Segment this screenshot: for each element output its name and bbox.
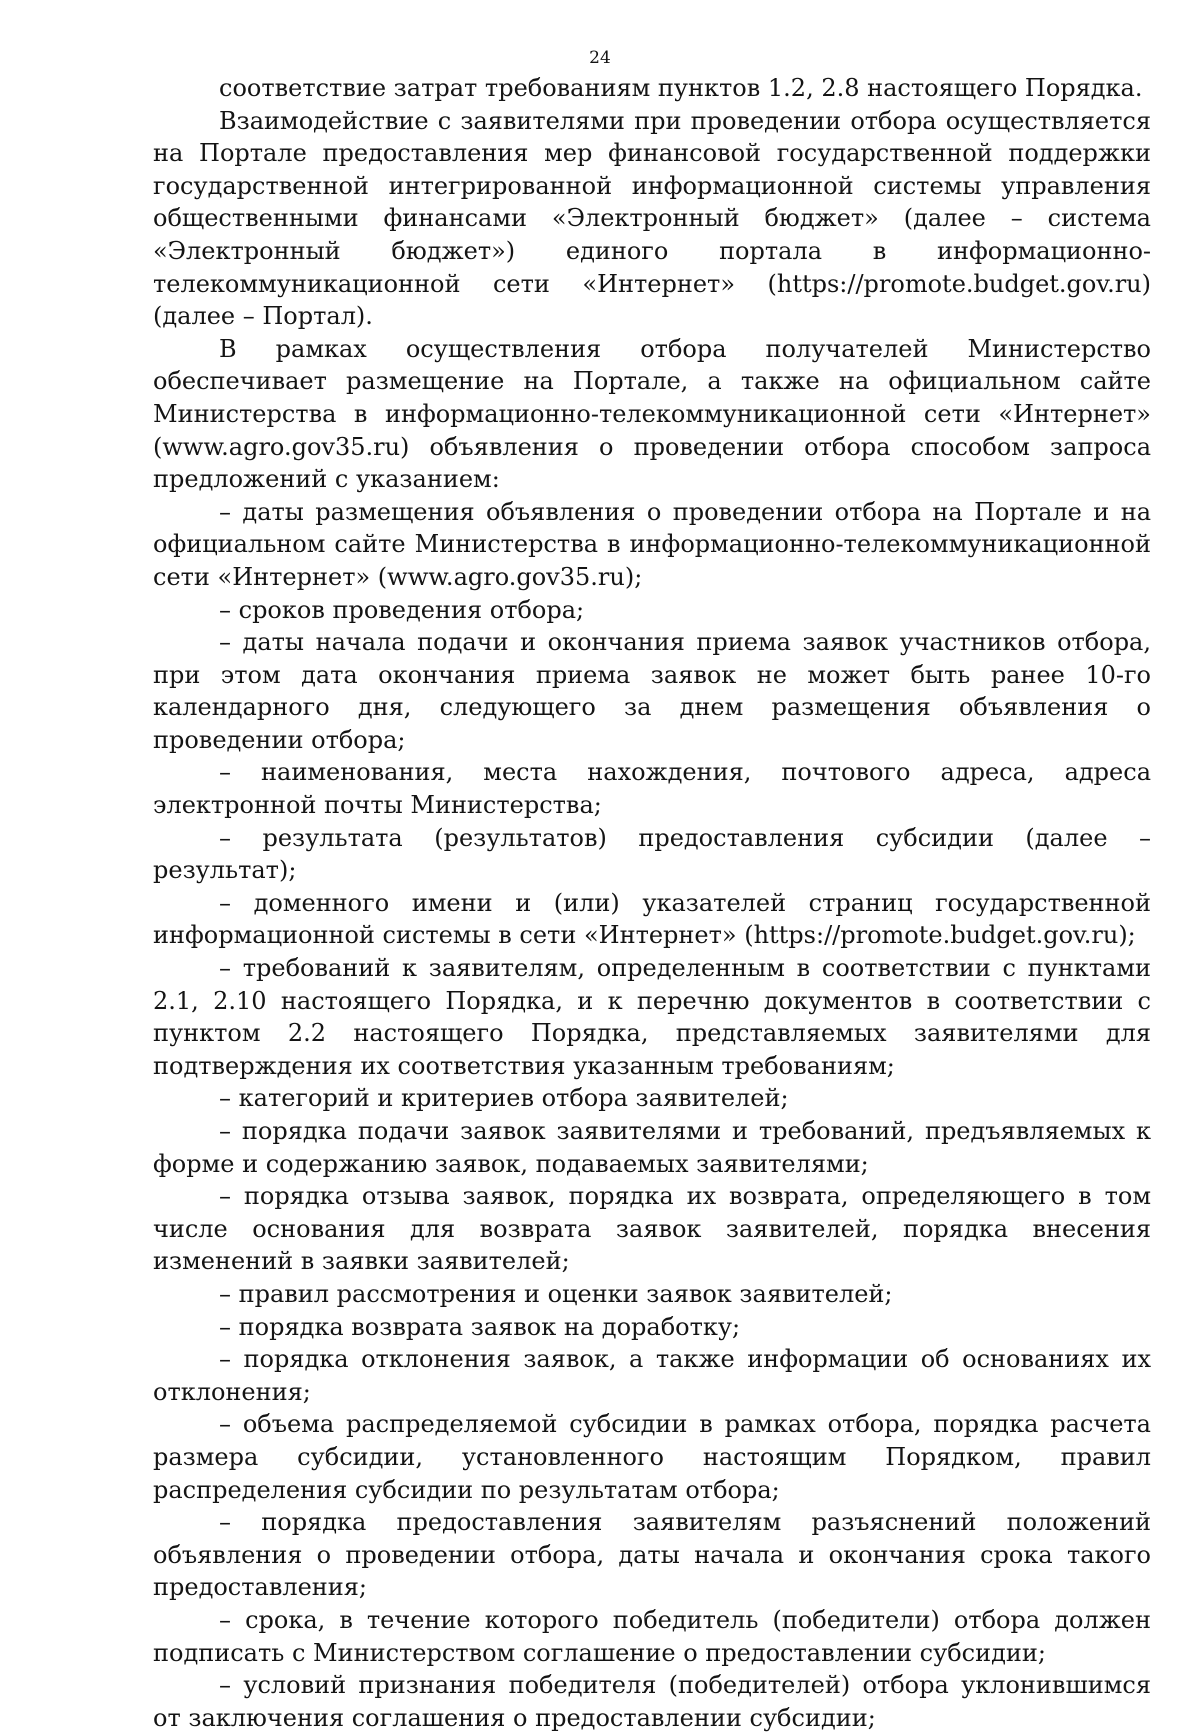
list-item: – наименования, места нахождения, почтового адреса, адреса электронной почты Министерства; [153,758,1151,820]
paragraph-interaction: Взаимодействие с заявителями при проведении отбора осуществляется на Портале предоставления мер финансовой государственной поддержки государственной интегрированной информационной системы управления общественными финансами «Электронный бюджет» (далее – система «Электронный бюджет») единого портала в информационно-телекоммуникационной сети «Интернет» (https://promote.budget.gov.ru) (далее – Портал). [153,106,1151,331]
list-item: – срока, в течение которого победитель (победители) отбора должен подписать с Министерством соглашение о предоставлении субсидии; [153,1605,1151,1667]
list-item: – порядка отзыва заявок, порядка их возврата, определяющего в том числе основания для возврата заявок заявителей, порядка внесения изменений в заявки заявителей; [153,1182,1151,1276]
list-item: – требований к заявителям, определенным в соответствии с пунктами 2.1, 2.10 настоящего Порядка, и к перечню документов в соответствии с пунктом 2.2 настоящего Порядка, представляемых заявителями для подтверждения их соответствия указанным требованиям; [153,954,1151,1080]
list-item: – категорий и критериев отбора заявителей; [219,1084,789,1113]
list-item: – даты размещения объявления о проведении отбора на Портале и на официальном сайте Министерства в информационно-телекоммуникационной сети «Интернет» (www.agro.gov35.ru); [153,497,1151,591]
list-item: – порядка возврата заявок на доработку; [219,1312,741,1341]
list-item: – условий признания победителя (победителей) отбора уклонившимся от заключения соглашения о предоставлении субсидии; [153,1671,1151,1732]
paragraph-continuation: соответствие затрат требованиям пунктов 1.2, 2.8 настоящего Порядка. [219,74,1143,102]
list-item: – порядка отклонения заявок, а также информации об основаниях их отклонения; [153,1345,1151,1406]
list-item: – результата (результатов) предоставления субсидии (далее – результат); [153,823,1151,885]
list-item: – даты начала подачи и окончания приема заявок участников отбора, при этом дата окончания приема заявок не может быть ранее 10-го календарного дня, следующего за днем размещения объявления о проведении отбора; [153,628,1151,754]
paragraph-announcement: В рамках осуществления отбора получателей Министерство обеспечивает размещение на Портале, а также на официальном сайте Министерства в информационно-телекоммуникационной сети «Интернет» (www.agro.gov35.ru) объявления о проведении отбора способом запроса предложений с указанием: [153,334,1151,494]
list-item: – объема распределяемой субсидии в рамках отбора, порядка расчета размера субсидии, установленного настоящим Порядком, правил распределения субсидии по результатам отбора; [153,1410,1151,1504]
page-number: 24 [589,48,611,68]
list-item: – сроков проведения отбора; [219,595,585,624]
list-item: – правил рассмотрения и оценки заявок заявителей; [219,1279,893,1308]
list-item: – доменного имени и (или) указателей страниц государственной информационной системы в сети «Интернет» (https://promote.budget.gov.ru); [153,888,1151,950]
document-body [153,72,1151,1734]
list-item: – порядка подачи заявок заявителями и требований, предъявляемых к форме и содержанию заявок, подаваемых заявителями; [153,1117,1151,1178]
list-item: – порядка предоставления заявителям разъяснений положений объявления о проведении отбора, даты начала и окончания срока такого предоставления; [153,1508,1151,1602]
